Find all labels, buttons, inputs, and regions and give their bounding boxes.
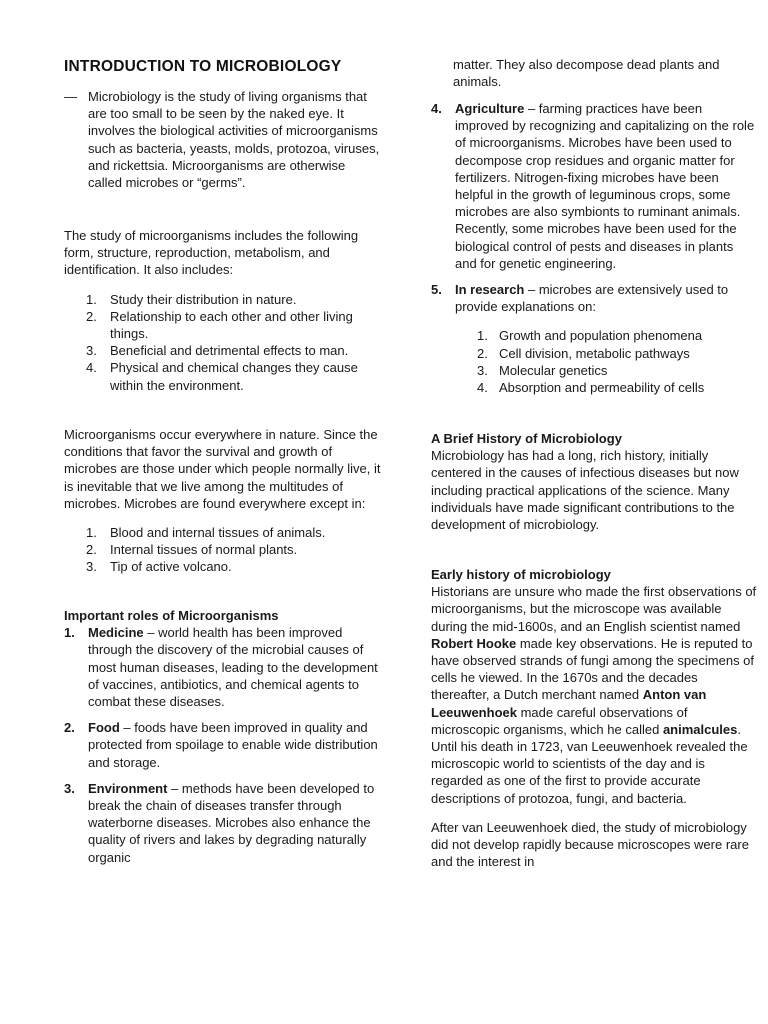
early-history-heading: Early history of microbiology xyxy=(431,567,611,582)
early-history-text: Historians are unsure who made the first observations of microorganisms, but the microscope was available during the mid-1600s, and an English scientist named Robert Hooke made key observations. He is reputed to have observed strands of fungi among the specimens of cells he viewed. In the 1670s and the decades thereafter, a Dutch merchant named Anton van Leeuwenhoek made careful observations of microscopic organisms, which he called animalcules. Until his death in 1723, van Leeuwenhoek revealed the microscopic world to scientists of the day and is regarded as one of the first to provide accurate descriptions of protozoa, fungi, and bacteria. xyxy=(431,584,757,806)
study-text: The study of microorganisms includes the following form, structure, reproduction, metabolism, and identification. It also includes: xyxy=(64,228,359,278)
list-item: 4. Agriculture – farming practices have been improved by recognizing and capitalizing on the role of microorganisms. Microbes have been used to decompose crop residues and organic matter for fertilizers. Nitrogen-fixing microbes have been helpful in the growth of leguminous crops, some microbes are also symbionts to ruminant animals. Recently, some microbes have been used for the biological control of pests and diseases in plants and for genetic engineering. xyxy=(431,101,755,271)
list-item: 4. Physical and chemical changes they cause within the environment. xyxy=(86,360,358,393)
study-section xyxy=(64,227,386,394)
em-dash: — xyxy=(64,89,77,104)
occurrence-text: Microorganisms occur everywhere in nature. Since the conditions that favor the survival and growth of microbes are those under which people normally live, it is inevitable that we live among the multitudes of microbes. Microbes are found everywhere except in: xyxy=(64,427,381,511)
list-item: 3. Tip of active volcano. xyxy=(86,559,232,575)
list-item: 1. Study their distribution in nature. xyxy=(86,291,297,307)
list-item: 3. Environment – methods have been developed to break the chain of diseases transfer through waterborne diseases. Microbes also enhance the quality of rivers and lakes by degrading naturally organic xyxy=(64,780,375,865)
continuation-text: matter. They also decompose dead plants and animals. xyxy=(453,57,720,90)
exception-list xyxy=(64,524,386,576)
list-item: 2. Internal tissues of normal plants. xyxy=(86,542,298,558)
roles-list xyxy=(64,624,384,866)
list-item: 3. Molecular genetics xyxy=(477,362,608,378)
list-item: 4. Absorption and permeability of cells xyxy=(477,380,705,396)
early-history-section xyxy=(431,566,757,870)
study-list xyxy=(64,291,386,394)
list-item: 1. Growth and population phenomena xyxy=(477,328,703,344)
list-item: 2. Relationship to each other and other living things. xyxy=(86,308,353,342)
research-list xyxy=(431,327,757,396)
roles-heading: Important roles of Microorganisms xyxy=(64,608,279,623)
brief-history-text: Microbiology has had a long, rich history, initially centered in the causes of infectious diseases but now including practical applications of the science. Many individuals have made significant contributions to the development of microbiology. xyxy=(431,448,739,533)
list-item: 5. In research – microbes are extensively used to provide explanations on: xyxy=(431,282,729,315)
list-item: 3. Beneficial and detrimental effects to man. xyxy=(86,343,349,359)
roles-section xyxy=(64,607,384,875)
intro-paragraph xyxy=(64,88,382,191)
intro-text: Microbiology is the study of living organisms that are too small to be seen by the naked eye. It involves the biological activities of microorganisms such as bacteria, yeasts, molds, protozoa, viruses, and rickettsia. Microorganisms are otherwise called microbes or “germs”. xyxy=(88,89,380,191)
list-item: 1. Blood and internal tissues of animals. xyxy=(86,525,326,541)
roles-list-continued xyxy=(431,100,757,396)
list-item: 1. Medicine – world health has been improved through the discovery of the microbial causes of most human diseases, leading to the development of vaccines, antibiotics, and chemical agents to combat these diseases. xyxy=(64,625,378,710)
after-leeuwenhoek-text: After van Leeuwenhoek died, the study of microbiology did not develop rapidly because microscopes were rare and the interest in xyxy=(431,819,749,870)
brief-history-heading: A Brief History of Microbiology xyxy=(431,431,622,446)
list-item: 2. Cell division, metabolic pathways xyxy=(477,345,690,361)
list-item: 2. Food – foods have been improved in quality and protected from spoilage to enable wide distribution and storage. xyxy=(64,720,378,770)
page-title: INTRODUCTION TO MICROBIOLOGY xyxy=(64,58,342,75)
brief-history-section xyxy=(431,430,757,533)
occurrence-section xyxy=(64,426,386,576)
